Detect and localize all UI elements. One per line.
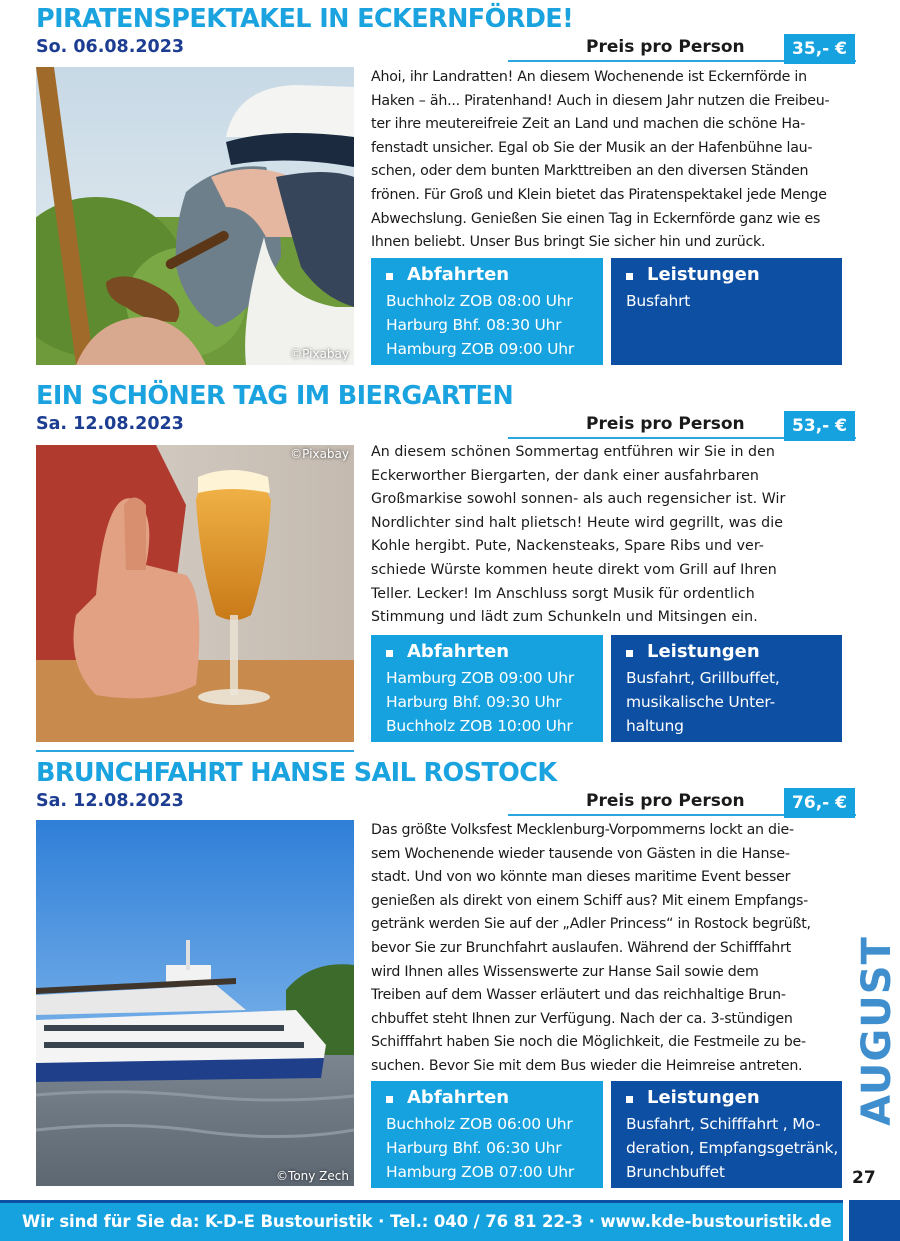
description-line: getränk werden Sie auf der „Adler Princess“ in Rostock begrüßt, xyxy=(371,916,811,933)
description-line: schiede Würste kommen heute direkt vom Grill auf Ihren xyxy=(371,561,777,578)
description-line: Ihnen beliebt. Unser Bus bringt Sie sicher hin und zurück. xyxy=(371,234,766,251)
section-divider xyxy=(36,750,354,752)
description-line: stadt. Und von wo könnte man dieses maritime Event besser xyxy=(371,869,791,886)
departure-item: Hamburg ZOB 07:00 Uhr xyxy=(386,1162,575,1181)
departure-item: Hamburg ZOB 09:00 Uhr xyxy=(386,339,575,358)
price-badge: 76,- € xyxy=(784,788,855,818)
trip-title: EIN SCHÖNER TAG IM BIERGARTEN xyxy=(36,381,514,411)
description-line: Großmarkise sowohl sonnen- als auch regensicher ist. Wir xyxy=(371,491,786,508)
service-item: musikalische Unter- xyxy=(626,692,775,711)
trip-description xyxy=(371,819,843,1079)
services-label: Leistungen xyxy=(647,264,760,285)
bullet-square-icon xyxy=(386,1096,393,1103)
ship-photo-illustration xyxy=(36,820,354,1186)
departures-heading xyxy=(386,641,603,663)
service-item: deration, Empfangsgetränk, xyxy=(626,1138,839,1157)
description-line: chbuffet steht Ihnen zur Verfügung. Nach der ca. 3-stündigen xyxy=(371,1010,793,1027)
description-line: Schifffahrt haben Sie noch die Möglichkeit, die Festmeile zu be- xyxy=(371,1034,806,1051)
description-line: genießen als direkt von einem Schiff aus? Mit einem Empfangs- xyxy=(371,892,808,909)
trip-photo-beer xyxy=(36,445,354,742)
page-number: 27 xyxy=(852,1168,876,1188)
description-line: Teller. Lecker! Im Anschluss sorgt Musik für ordentlich xyxy=(371,585,755,602)
trip-date: Sa. 12.08.2023 xyxy=(36,414,184,434)
services-box xyxy=(611,258,842,365)
description-line: frönen. Für Groß und Klein bietet das Piratenspektakel jede Menge xyxy=(371,186,827,203)
description-line: An diesem schönen Sommertag entführen wir Sie in den xyxy=(371,444,775,460)
departures-label: Abfahrten xyxy=(407,641,510,662)
trip-title: PIRATENSPEKTAKEL IN ECKERNFÖRDE! xyxy=(36,4,574,34)
photo-credit: ©Tony Zech xyxy=(276,1169,349,1183)
trip-photo-pirate xyxy=(36,67,354,365)
description-line: schen, oder dem bunten Markttreiben an den diversen Ständen xyxy=(371,163,809,180)
departure-item: Hamburg ZOB 09:00 Uhr xyxy=(386,669,575,687)
services-label: Leistungen xyxy=(647,641,760,662)
bullet-square-icon xyxy=(626,650,633,657)
service-item: Brunchbuffet xyxy=(626,1162,725,1181)
trip-description xyxy=(371,441,843,630)
footer-bar xyxy=(0,1200,843,1241)
month-text: AUGUST xyxy=(854,936,900,1126)
service-item: haltung xyxy=(626,716,684,735)
trip-description xyxy=(371,66,843,255)
footer-contact-text: Wir sind für Sie da: K-D-E Bustouristik · Tel.: 040 / 76 81 22-3 · www.kde-bustouristik.de xyxy=(22,1212,832,1231)
description-line: Ahoi, ihr Landratten! An diesem Wochenende ist Eckernförde in xyxy=(371,69,807,85)
description-line: Eckerworther Biergarten, der dank einer ausfahrbaren xyxy=(371,467,759,484)
services-label: Leistungen xyxy=(647,1087,760,1108)
departures-heading xyxy=(386,264,603,286)
month-label xyxy=(853,936,900,1126)
departures-label: Abfahrten xyxy=(407,1087,510,1108)
departures-heading xyxy=(386,1087,603,1109)
trip-photo-ship xyxy=(36,820,354,1186)
description-line: bevor Sie zur Brunchfahrt auslaufen. Während der Schifffahrt xyxy=(371,939,791,956)
services-list xyxy=(626,1113,842,1184)
description-line: Kohle hergibt. Pute, Nackensteaks, Spare Ribs und ver- xyxy=(371,538,764,555)
departure-item: Harburg Bhf. 09:30 Uhr xyxy=(386,692,562,711)
departure-item: Harburg Bhf. 08:30 Uhr xyxy=(386,315,562,334)
price-label: Preis pro Person xyxy=(586,414,745,434)
price-label: Preis pro Person xyxy=(586,791,745,811)
description-line: Abwechslung. Genießen Sie einen Tag in Eckernförde ganz wie es xyxy=(371,210,821,227)
description-line: fenstadt unsicher. Egal ob Sie der Musik an der Hafenbühne lau- xyxy=(371,139,813,156)
trip-date: Sa. 12.08.2023 xyxy=(36,791,184,811)
footer-corner-block xyxy=(849,1200,900,1241)
services-box xyxy=(611,635,842,742)
departure-item: Buchholz ZOB 06:00 Uhr xyxy=(386,1115,573,1133)
description-line: Das größte Volksfest Mecklenburg-Vorpommerns lockt an die- xyxy=(371,822,794,838)
description-line: Stimmung und lädt zum Schunkeln und Mitsingen ein. xyxy=(371,609,758,626)
description-line: sem Wochenende wieder tausende von Gästen in die Hanse- xyxy=(371,845,790,862)
departure-item: Buchholz ZOB 10:00 Uhr xyxy=(386,716,573,735)
service-item: Busfahrt xyxy=(626,292,691,310)
pirate-photo-illustration xyxy=(36,67,354,365)
services-heading xyxy=(626,1087,842,1109)
departures-label: Abfahrten xyxy=(407,264,510,285)
beer-photo-illustration xyxy=(36,445,354,742)
trip-date: So. 06.08.2023 xyxy=(36,37,185,57)
departures-list xyxy=(386,667,603,738)
services-box xyxy=(611,1081,842,1188)
services-list xyxy=(626,290,842,314)
services-heading xyxy=(626,264,842,286)
bullet-square-icon xyxy=(626,1096,633,1103)
photo-credit: ©Pixabay xyxy=(290,347,349,361)
price-badge: 35,- € xyxy=(784,34,855,64)
description-line: suchen. Bevor Sie mit dem Bus wieder die Heimreise antreten. xyxy=(371,1057,803,1074)
departure-item: Harburg Bhf. 06:30 Uhr xyxy=(386,1138,562,1157)
description-line: Haken – äh... Piratenhand! Auch in diesem Jahr nutzen die Freibeu- xyxy=(371,92,830,109)
description-line: wird Ihnen alles Wissenswerte zur Hanse Sail sowie dem xyxy=(371,963,759,980)
price-badge: 53,- € xyxy=(784,411,855,441)
price-label: Preis pro Person xyxy=(586,37,745,57)
service-item: Busfahrt, Grillbuffet, xyxy=(626,669,780,687)
departures-box xyxy=(371,635,603,742)
services-list xyxy=(626,667,842,738)
departures-list xyxy=(386,1113,603,1184)
bullet-square-icon xyxy=(386,650,393,657)
description-line: Nordlichter sind halt plietsch! Heute wird gegrillt, was die xyxy=(371,514,783,531)
bullet-square-icon xyxy=(386,273,393,280)
departure-item: Buchholz ZOB 08:00 Uhr xyxy=(386,292,573,310)
photo-credit: ©Pixabay xyxy=(290,447,349,461)
trip-title: BRUNCHFAHRT HANSE SAIL ROSTOCK xyxy=(36,758,557,788)
services-heading xyxy=(626,641,842,663)
description-line: Treiben auf dem Wasser erläutert und das reichhaltige Brun- xyxy=(371,987,786,1004)
departures-box xyxy=(371,1081,603,1188)
departures-box xyxy=(371,258,603,365)
service-item: Busfahrt, Schifffahrt , Mo- xyxy=(626,1115,821,1133)
departures-list xyxy=(386,290,603,361)
description-line: ter ihre meutereifreie Zeit an Land und machen die schöne Ha- xyxy=(371,116,806,133)
bullet-square-icon xyxy=(626,273,633,280)
